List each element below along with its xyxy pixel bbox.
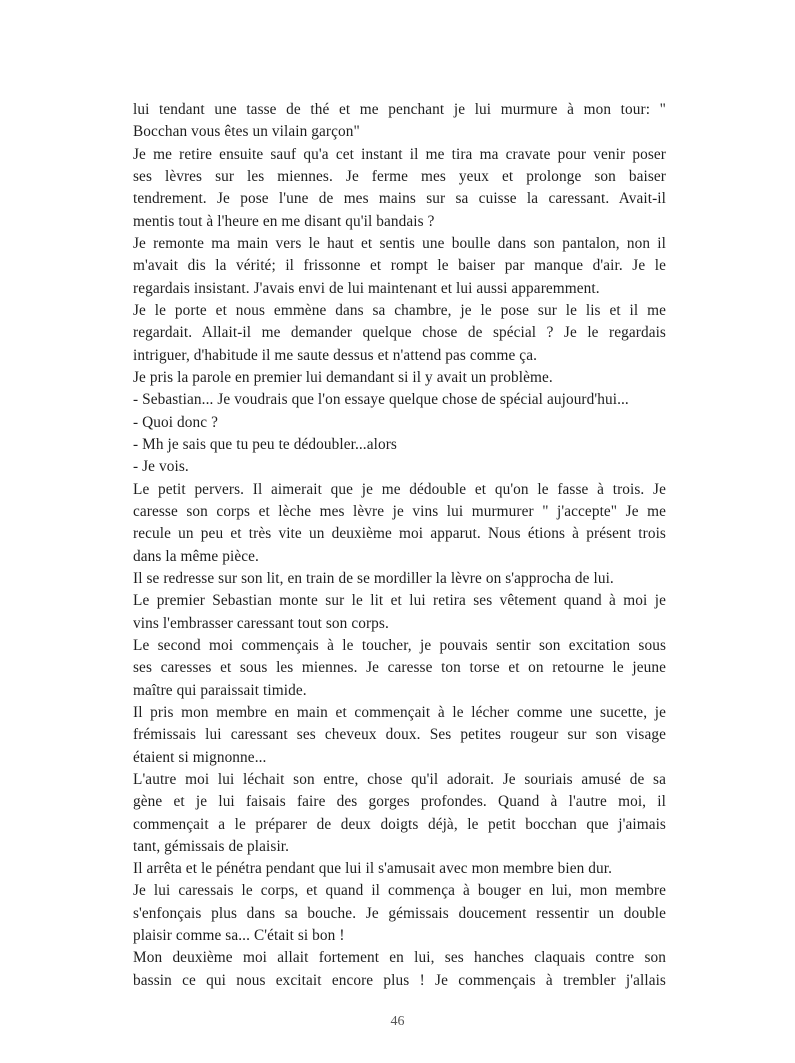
text-line: ses caresses et sous les miennes. Je caresse ton torse et on retourne le jeune	[133, 659, 666, 677]
text-line: Il pris mon membre en main et commençait à le lécher comme une sucette, je	[133, 703, 666, 721]
text-line: Je pris la parole en premier lui demandant si il y avait un problème.	[133, 368, 553, 386]
text-line: - Je vois.	[133, 458, 189, 476]
text-line: Le second moi commençais à le toucher, je pouvais sentir son excitation sous	[133, 636, 666, 654]
text-line: plaisir comme sa... C'était si bon !	[133, 927, 345, 945]
page-number: 46	[390, 1014, 405, 1029]
text-line: vins l'embrasser caressant tout son corps.	[133, 614, 389, 632]
text-line: - Mh je sais que tu peu te dédoubler...alors	[133, 435, 397, 453]
text-line: dans la même pièce.	[133, 547, 259, 565]
text-line: bassin ce qui nous excitait encore plus ! Je commençais à trembler j'allais	[133, 971, 666, 989]
text-line: Il arrêta et le pénétra pendant que lui il s'amusait avec mon membre bien dur.	[133, 860, 613, 878]
text-line: Le petit pervers. Il aimerait que je me dédouble et qu'on le fasse à trois. Je	[133, 480, 666, 498]
text-line: gène et je lui faisais faire des gorges profondes. Quand à l'autre moi, il	[133, 793, 666, 811]
text-line: regardait. Allait-il me demander quelque chose de spécial ? Je le regardais	[133, 324, 666, 342]
text-line: intriguer, d'habitude il me saute dessus et n'attend pas comme ça.	[133, 346, 538, 364]
text-line: tant, gémissais de plaisir.	[133, 837, 290, 855]
text-line: lui tendant une tasse de thé et me penchant je lui murmure à mon tour: "	[133, 101, 666, 118]
text-line: Bocchan vous êtes un vilain garçon"	[133, 123, 360, 141]
text-line: ses lèvres sur les miennes. Je ferme mes yeux et prolonge son baiser	[133, 167, 666, 185]
text-line: étaient si mignonne...	[133, 748, 267, 766]
text-line: Je le porte et nous emmène dans sa chambre, je le pose sur le lis et il me	[133, 301, 666, 319]
text-line: Je lui caressais le corps, et quand il commença à bouger en lui, mon membre	[133, 882, 666, 900]
text-line: - Sebastian... Je voudrais que l'on essaye quelque chose de spécial aujourd'hui...	[133, 391, 629, 409]
text-line: Il se redresse sur son lit, en train de se mordiller la lèvre on s'approcha de lui.	[133, 569, 614, 587]
text-line: Le premier Sebastian monte sur le lit et lui retira ses vêtement quand à moi je	[133, 592, 666, 610]
text-line: Je me retire ensuite sauf qu'a cet instant il me tira ma cravate pour venir poser	[133, 145, 666, 163]
text-line: s'enfonçais plus dans sa bouche. Je gémissais doucement ressentir un double	[133, 904, 666, 922]
text-line: m'avait dis la vérité; il frissonne et rompt le baiser par manque d'air. Je le	[133, 257, 666, 275]
text-line: mentis tout à l'heure en me disant qu'il bandais ?	[133, 212, 435, 230]
text-line: caresse son corps et lèche mes lèvre je vins lui murmurer " j'accepte" Je me	[133, 502, 666, 520]
text-line: maître qui paraissait timide.	[133, 681, 307, 699]
text-line: Mon deuxième moi allait fortement en lui, ses hanches claquais contre son	[133, 949, 666, 967]
text-line: recule un peu et très vite un deuxième moi apparut. Nous étions à présent trois	[133, 525, 666, 543]
text-line: tendrement. Je pose l'une de mes mains sur sa cuisse la caressant. Avait-il	[133, 190, 666, 208]
text-line: frémissais lui caressant ses cheveux doux. Ses petites rougeur sur son visage	[133, 726, 666, 744]
text-line: regardais insistant. J'avais envi de lui maintenant et lui aussi apparemment.	[133, 279, 600, 297]
text-line: - Quoi donc ?	[133, 413, 218, 431]
text-line: commençait a le préparer de deux doigts déjà, le petit bocchan que j'aimais	[133, 815, 666, 833]
text-line: Je remonte ma main vers le haut et sentis une boulle dans son pantalon, non il	[133, 234, 666, 252]
text-line: L'autre moi lui léchait son entre, chose qu'il adorait. Je souriais amusé de sa	[133, 770, 666, 788]
text-block	[133, 99, 666, 992]
